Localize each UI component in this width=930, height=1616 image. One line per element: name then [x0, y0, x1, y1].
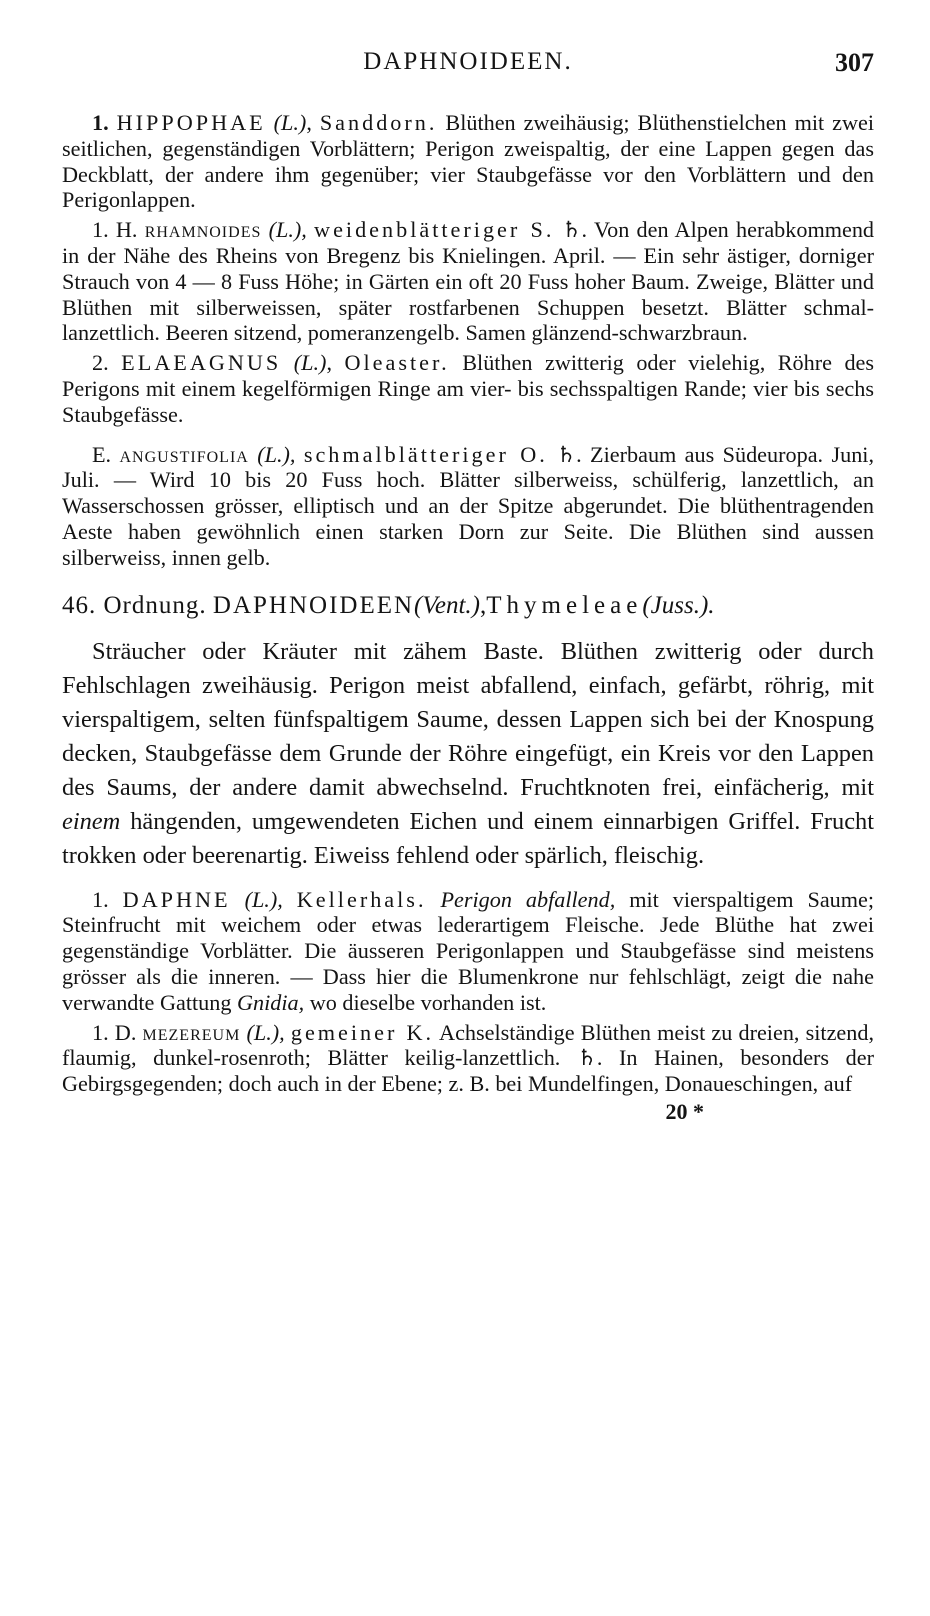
species-epithet: rhamnoides: [144, 217, 262, 243]
order-description-text-cont: hängenden, umgewendeten Eichen und einem einnarbigen Griffel. Frucht trokken oder beerenartig. Eiweiss fehlend oder spärlich, fleischig.: [62, 807, 874, 869]
species-description: Achselständige Blüthen meist zu dreien, sitzend, flaumig, dunkel-rosenroth; Blätter keilig-lanzettlich.: [62, 1019, 875, 1071]
genus-common-name: Oleaster.: [344, 350, 450, 376]
species-epithet: mezereum: [142, 1019, 241, 1045]
genus-elaeagnus: 2. ELAEAGNUS (L.), Oleaster. Blüthen zwitterig oder vielehig, Röhre des Perigons mit einem kegelförmigen Ringe am vier- bis sechsspaltigen Rande; vier bis sechs Staubgefässe.: [62, 350, 875, 427]
genus-common-name: Sanddorn.: [319, 110, 438, 135]
genus-description: Blüthen zweihäusig; Blüthenstielchen mit zwei seitlichen, gegenständigen Vorblättern; Perigon zweispaltig, der eine Lappen gegen das Deckblatt, der andere ihm gegenüber; vier Staubgefässe vor den Vorblättern und den Perigonlappen.: [62, 110, 875, 213]
order-alt-name: Thymeleae: [486, 591, 643, 619]
species-number: 1. D.: [92, 1019, 137, 1045]
genus-number: 1.: [92, 110, 109, 135]
genus-name: DAPHNE: [122, 886, 231, 912]
species-authority: (L.),: [268, 217, 307, 243]
genus-reference: Gnidia,: [236, 989, 305, 1015]
page: [62, 48, 874, 1125]
genus-authority: (L.),: [244, 886, 283, 912]
genus-common-name: Kellerhals.: [296, 886, 427, 912]
genus-daphne: [62, 887, 874, 1016]
genus-name: HIPPOPHAE: [116, 110, 266, 135]
species-rhamnoides: [62, 217, 874, 346]
running-header: [62, 48, 874, 88]
shrub-symbol: ♄.: [576, 1045, 603, 1071]
species-common-name: weidenblätteriger S.: [314, 217, 555, 243]
genus-hippophae: 1. HIPPOPHAE (L.), Sanddorn. Blüthen zweihäusig; Blüthenstielchen mit zwei seitlichen, gegenständigen Vorblättern; Perigon zweispaltig, der eine Lappen gegen das Deckblatt, der andere ihm gegenüber; vier Staubgefässe vor den Vorblättern und den Perigonlappen.: [62, 110, 875, 213]
species-description: Zierbaum aus Südeuropa. Juni, Juli. — Wird 10 bis 20 Fuss hoch. Blätter silberweiss, schülferig, lanzettlich, an Wasserschossen grösser, elliptisch und an der Spitze abgerundet. Die blüthentragenden Aeste haben gewöhnlich einen starken Dorn zur Seite. Die Blüthen sind aussen silberweiss, innen gelb.: [62, 441, 875, 570]
genus-authority: (L.): [273, 110, 307, 135]
species-common-name: gemeiner K.: [290, 1019, 435, 1045]
genus-description: Blüthen zwitterig oder vielehig, Röhre des Perigons mit einem kegelförmigen Ringe am vier- bis sechsspaltigen Rande; vier bis sechs Staubgefässe.: [62, 350, 875, 427]
shrub-symbol: ♄.: [561, 217, 588, 243]
species-number: 1. H.: [92, 217, 138, 243]
order-description-text: Sträucher oder Kräuter mit zähem Baste. Blüthen zwitterig oder durch Fehlschlagen zweihäusig. Perigon meist abfallend, einfach, gefärbt, röhrig, mit vierspaltigem, selten fünfspaltigem Saume, dessen Lappen sich bei der Knospung decken, Staubgefässe dem Grunde der Röhre eingefügt, ein Kreis vor den Lappen des Saums, der andere damit abwechselnd. Fruchtknoten frei, einfächerig, mit: [62, 637, 874, 801]
running-title: DAPHNOIDEEN.: [363, 48, 573, 75]
genus-description: mit vierspaltigem Saume; Steinfrucht mit weichem oder etwas lederartigem Fleische. Jede Blüthe hat zwei gegenständige Vorblätter. Die äusseren Perigonlappen und Staubgefässe sind meistens grösser als die inneren. — Dass hier die Blumenkrone nur fehlschlägt, zeigt die nahe verwandte Gattung: [62, 886, 875, 1015]
species-common-name: schmalblätteriger O.: [303, 441, 548, 467]
order-description: [62, 635, 874, 873]
order-description-emphasis: einem: [62, 807, 121, 835]
species-number: E.: [92, 441, 112, 467]
signature-mark: 20 *: [665, 1098, 704, 1124]
shrub-symbol: ♄.: [556, 441, 582, 467]
order-alt-authority: (Juss.).: [642, 591, 715, 619]
order-heading: 46. Ordnung. DAPHNOIDEEN(Vent.),Thymeleae(Juss.).: [62, 591, 715, 619]
order-name: DAPHNOIDEEN: [212, 591, 415, 619]
genus-diagnosis-italic: Perigon abfallend,: [440, 886, 616, 912]
species-angustifolia: [62, 442, 874, 571]
genus-authority: (L.): [293, 350, 327, 376]
species-authority: (L.),: [246, 1019, 285, 1045]
page-number: 307: [835, 48, 874, 77]
species-description: Von den Alpen herabkommend in der Nähe des Rheins von Bregenz bis Knielingen. April. — Ein sehr ästiger, dorniger Strauch von 4 — 8 Fuss Höhe; in Gärten ein oft 20 Fuss hoher Baum. Zweige, Blätter und Blüthen mit silberweissen, später rostfarbenen Schuppen besetzt. Blätter schmal-lanzettlich. Beeren sitzend, pomeranzengelb. Samen glänzend-schwarzbraun.: [62, 217, 875, 346]
species-description-cont: In Hainen, besonders der Gebirgsgegenden; doch auch in der Ebene; z. B. bei Mundelfingen, Donaueschingen, auf: [62, 1045, 875, 1097]
genus-name: ELAEAGNUS: [121, 350, 282, 376]
order-label: 46. Ordnung.: [62, 591, 207, 619]
species-epithet: angustifolia: [119, 441, 249, 467]
genus-number: 2.: [92, 350, 109, 376]
order-authority: (Vent.): [414, 591, 480, 619]
species-mezereum: [62, 1020, 874, 1097]
genus-number: 1.: [92, 886, 109, 912]
genus-description-end: wo dieselbe vorhanden ist.: [309, 989, 547, 1015]
species-authority: (L.),: [257, 441, 296, 467]
